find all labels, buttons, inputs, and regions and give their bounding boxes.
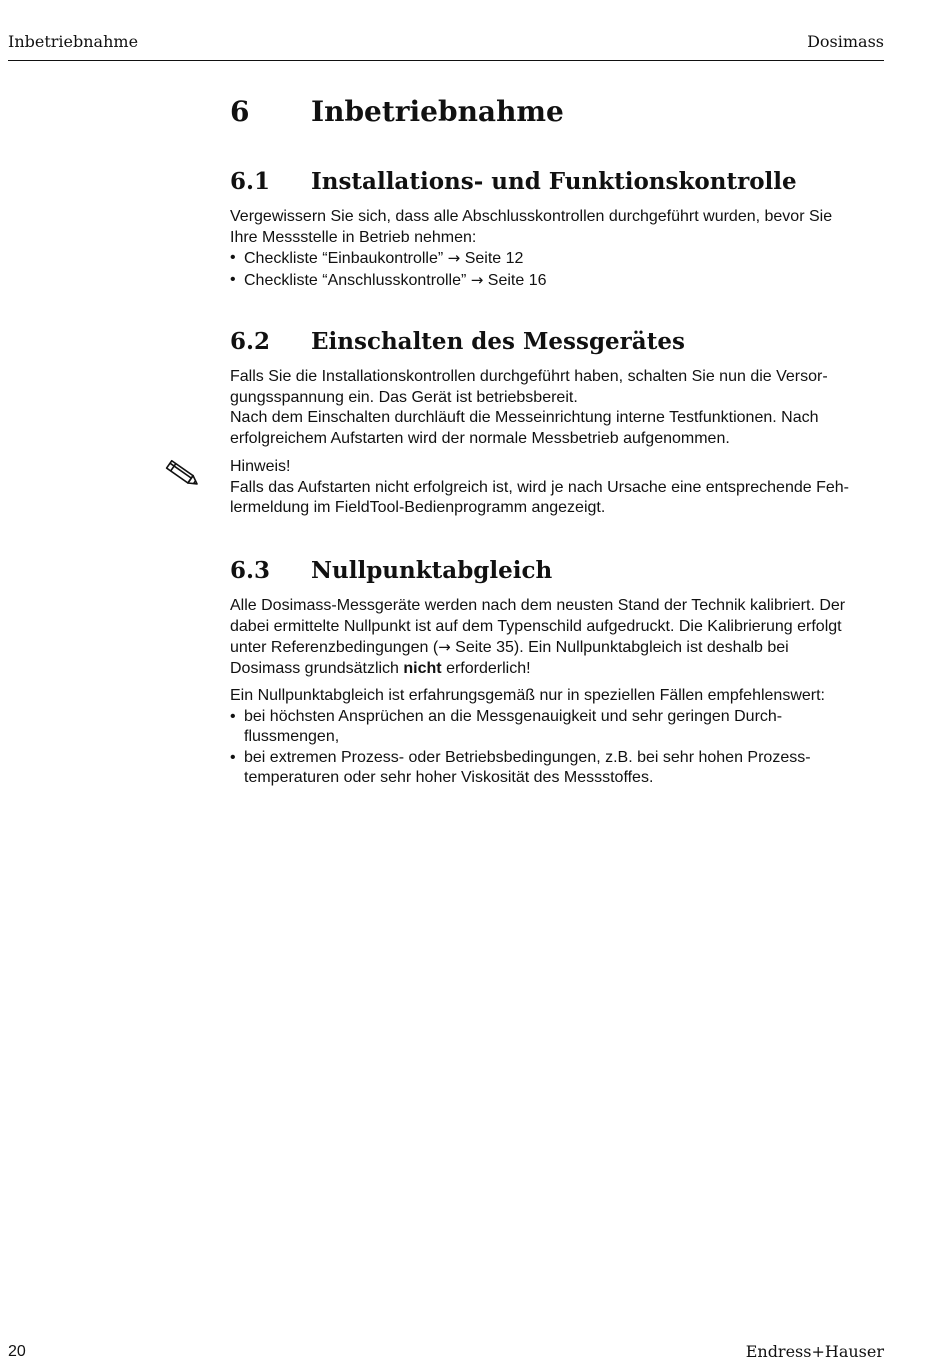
chapter-title: Inbetriebnahme (311, 95, 564, 128)
arrow-icon: → (447, 249, 461, 267)
section-title: Installations- und Funktionskontrolle (311, 168, 797, 195)
paragraph-line: erfolgreichem Aufstarten wird der normale Messbetrieb aufgenommen. (230, 429, 730, 447)
arrow-icon: → (438, 638, 451, 656)
note-title: Hinweis! (230, 458, 291, 475)
pencil-icon (162, 456, 202, 492)
section-6-3-paragraph-2 (230, 686, 886, 789)
running-header (8, 31, 884, 53)
page-reference: Seite 12 (464, 250, 524, 267)
list-item-continuation: flussmengen, (244, 728, 340, 745)
paragraph-line: Nach dem Einschalten durchläuft die Messeinrichtung interne Testfunktionen. Nach (230, 409, 819, 426)
list-item: • Checkliste “Einbaukontrolle” → Seite 12 (230, 248, 886, 270)
section-6-3-paragraph-1 (230, 596, 886, 679)
note-line: Falls das Aufstarten nicht erfolgreich ist, wird je nach Ursache eine entsprechende Feh- (230, 478, 849, 496)
section-title: Einschalten des Messgerätes (311, 328, 685, 355)
header-product-name: Dosimass (807, 32, 884, 51)
section-number: 6.3 (230, 557, 271, 584)
paragraph-line: Ein Nullpunktabgleich ist erfahrungsgemäß nur in speziellen Fällen empfehlenswert: (230, 687, 825, 704)
note-line: lermeldung im FieldTool-Bedienprogramm angezeigt. (230, 499, 606, 516)
header-divider (8, 60, 884, 61)
section-6-2-body (230, 367, 886, 449)
paragraph-line: Dosimass grundsätzlich nicht erforderlich! (230, 659, 531, 677)
paragraph-line: unter Referenzbedingungen (→ Seite 35). Ein Nullpunktabgleich ist deshalb bei (230, 638, 789, 656)
page-reference: Seite 16 (487, 271, 547, 289)
paragraph-line: Vergewissern Sie sich, dass alle Abschlusskontrollen durchgeführt wurden, bevor Sie (230, 208, 833, 225)
header-chapter-title: Inbetriebnahme (8, 32, 139, 51)
emphasis-text: nicht (403, 659, 442, 677)
brand-name: Endress+Hauser (745, 1342, 884, 1361)
paragraph-line: Ihre Messstelle in Betrieb nehmen: (230, 228, 477, 246)
paragraph-line: Falls Sie die Installationskontrollen durchgeführt haben, schalten Sie nun die Versor- (230, 368, 828, 385)
section-number: 6.1 (230, 168, 271, 195)
chapter-number: 6 (230, 95, 250, 128)
page-footer (8, 1341, 884, 1363)
section-number: 6.2 (230, 328, 271, 355)
paragraph-line: Alle Dosimass-Messgeräte werden nach dem neusten Stand der Technik kalibriert. Der (230, 597, 846, 614)
paragraph-line: gungsspannung ein. Das Gerät ist betriebsbereit. (230, 388, 578, 406)
page-number: 20 (8, 1343, 26, 1360)
list-item: • Checkliste “Anschlusskontrolle” → Seite 16 (230, 270, 886, 292)
arrow-icon: → (470, 270, 484, 289)
section-title: Nullpunktabgleich (311, 557, 553, 584)
list-item: • bei extremen Prozess- oder Betriebsbedingungen, z.B. bei sehr hohen Prozess- (230, 748, 886, 769)
list-item: • bei höchsten Ansprüchen an die Messgenauigkeit und sehr geringen Durch- (230, 707, 886, 728)
note-block (230, 457, 886, 519)
section-6-1-body (230, 207, 886, 291)
list-item-continuation: temperaturen oder sehr hoher Viskosität des Messstoffes. (244, 769, 654, 786)
paragraph-line: dabei ermittelte Nullpunkt ist auf dem Typenschild aufgedruckt. Die Kalibrierung erfolgt (230, 617, 842, 635)
